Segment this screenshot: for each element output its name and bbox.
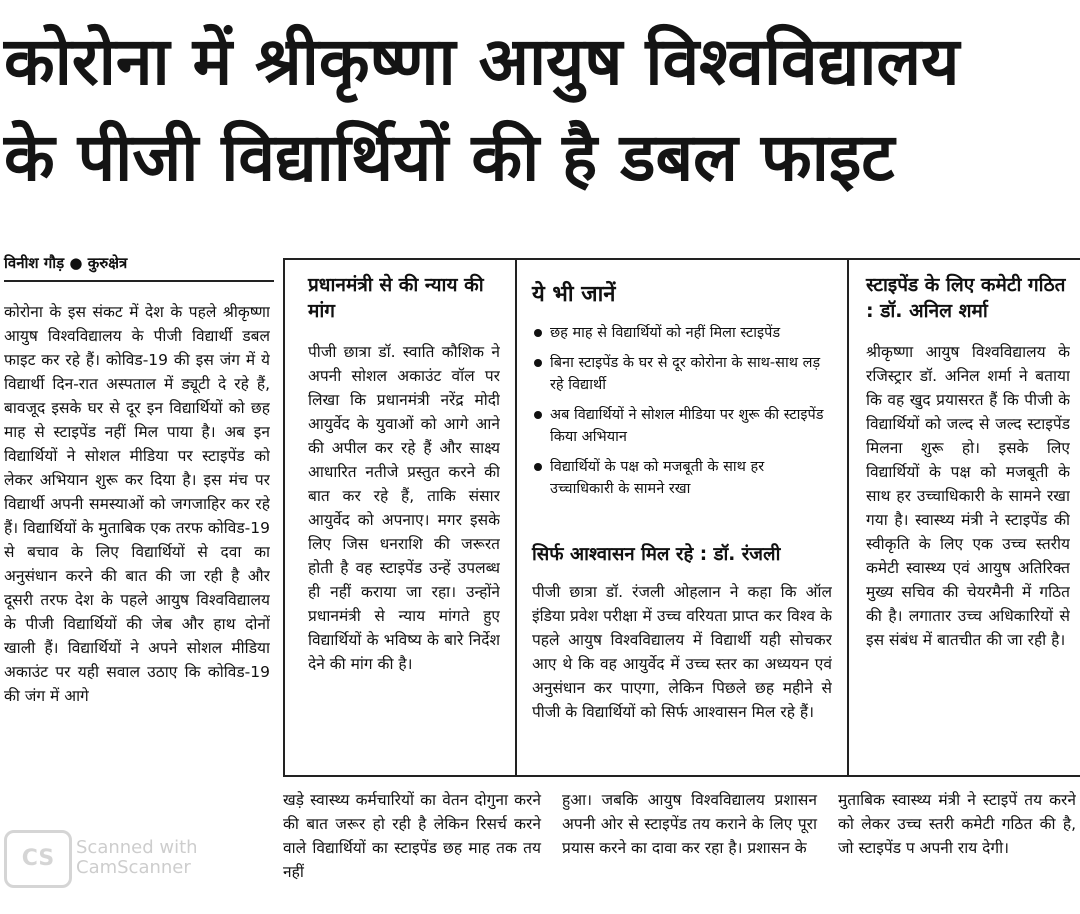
headline bbox=[4, 14, 1074, 206]
col3-subheading: सिर्फ आश्वासन मिल रहे : डॉ. रंजली bbox=[532, 544, 781, 565]
byline: विनीश गौड़ ● कुरुक्षेत्र bbox=[4, 254, 128, 272]
article-column-4 bbox=[866, 340, 1070, 770]
list-item: अब विद्यार्थियों ने सोशल मीडिया पर शुरू की स्टाइपेंड किया अभियान bbox=[532, 404, 832, 448]
box-bottom-rule bbox=[283, 775, 1080, 777]
box-top-rule bbox=[283, 258, 1080, 260]
article-column-3 bbox=[532, 580, 832, 770]
bottom-column-1: खड़े स्वास्थ्य कर्मचारियों का वेतन दोगुना करने की बात जरूर हो रही है लेकिन रिसर्च करने वाले विद्यार्थियों का स्टाइपेंड छह माह तक तय नहीं bbox=[283, 791, 541, 881]
byline-rule bbox=[4, 280, 274, 282]
headline-line-2: के पीजी विद्यार्थियों की है डबल फाइट bbox=[4, 119, 895, 196]
column-divider-3 bbox=[847, 258, 849, 777]
box-left-rule bbox=[283, 258, 285, 777]
article-body-text: कोरोना के इस संकट में देश के पहले श्रीकृष्णा आयुष विश्वविद्यालय के पीजी विद्यार्थी डबल फाइट कर रहे हैं। कोविड-19 की इस जंग में ये विद्यार्थी दिन-रात अस्पताल में ड्यूटी दे रहे हैं, बावजूद इसके घर से दूर इन विद्यार्थियों को छह माह से स्टाइपेंड नहीं मिल पाया है। अब इन विद्यार्थियों ने सोशल मीडिया पर स्टाइपेंड को लेकर अभियान शुरू कर दिया है। इस मंच पर विद्यार्थी अपनी समस्याओं को जगजाहिर कर रहे हैं। विद्यार्थियों के मुताबिक एक तरफ कोविड-19 से बचाव के लिए विद्यार्थियों से दवा का अनुसंधान करने की बात की जा रही है और दूसरी तरफ देश के पहले आयुष विश्वविद्यालय के पीजी विद्यार्थियों की जेब और हाथ दोनों खाली हैं। विद्यार्थियों ने अपने सोशल मीडिया अकाउंट पर यही सवाल उठाए कि कोविड-19 की जंग में आगे bbox=[4, 303, 270, 705]
list-item: छह माह से विद्यार्थियों को नहीं मिला स्टाइपेंड bbox=[532, 322, 832, 344]
camscanner-watermark bbox=[4, 828, 304, 884]
col4-heading: स्टाइपेंड के लिए कमेटी गठित : डॉ. अनिल शर्मा bbox=[866, 274, 1066, 322]
col3-heading: ये भी जानें bbox=[532, 282, 616, 307]
list-item: विद्यार्थियों के पक्ष को मजबूती के साथ हर उच्चाधिकारी के सामने रखा bbox=[532, 456, 832, 500]
bottom-column-2: हुआ। जबकि आयुष विश्वविद्यालय प्रशासन अपनी ओर से स्टाइपेंड तय कराने के लिए पूरा प्रयास करने का दावा कर रहा है। प्रशासन के bbox=[562, 791, 817, 857]
bottom-column-3: मुताबिक स्वास्थ्य मंत्री ने स्टाइपें तय करने को लेकर उच्च स्तरी कमेटी गठित की है, जो स्टाइपेंड प अपनी राय देगी। bbox=[838, 791, 1076, 857]
col3-body-text: पीजी छात्रा डॉ. रंजली ओहलान ने कहा कि ऑल इंडिया प्रवेश परीक्षा में उच्च वरियता प्राप्त कर विश्व के पहले आयुष विश्वविद्यालय में विद्यार्थी यही सोचकर आए थे कि वह आयुर्वेद में उच्च स्तर का अध्ययन एवं अनुसंधान कर पाएगा, लेकिन पिछले छह महीने से पीजी के विद्यार्थियों को सिर्फ आश्वासन मिल रहे हैं। bbox=[532, 583, 832, 721]
col2-heading: प्रधानमंत्री से की न्याय की मांग bbox=[308, 274, 484, 322]
list-item: बिना स्टाइपेंड के घर से दूर कोरोना के साथ-साथ लड़ रहे विद्यार्थी bbox=[532, 352, 832, 396]
column-divider-2 bbox=[515, 258, 517, 777]
headline-line-1: कोरोना में श्रीकृष्णा आयुष विश्वविद्यालय bbox=[4, 23, 960, 100]
col4-body-text: श्रीकृष्णा आयुष विश्वविद्यालय के रजिस्ट्रार डॉ. अनिल शर्मा ने बताया कि वह खुद प्रयासरत हैं कि पीजी के विद्यार्थियों को जल्द से जल्द स्टाइपेंड मिलना शुरू हो। इसके लिए विद्यार्थियों के पक्ष को मजबूती के साथ हर उच्चाधिकारी के सामने रखा गया है। स्वास्थ्य मंत्री ने स्टाइपेंड की स्वीकृति के लिए एक उच्च स्तरीय कमेटी स्वास्थ्य एवं आयुष अतिरिक्त मुख्य सचिव की चेयरमैनी में गठित की है। लगातार उच्च अधिकारियों से इस संबंध में बातचीत की जा रही है। bbox=[866, 343, 1070, 649]
article-column-2 bbox=[308, 340, 500, 770]
watermark-text: Scanned with CamScanner bbox=[76, 837, 198, 878]
article-column-1 bbox=[4, 300, 270, 778]
col2-body-text: पीजी छात्रा डॉ. स्वाति कौशिक ने अपनी सोशल अकाउंट वॉल पर लिखा कि प्रधानमंत्री नरेंद्र मोदी आयुर्वेद के युवाओं को आगे आने की अपील कर रहे हैं और साक्ष्य आधारित नतीजे प्रस्तुत करने की बात कर रहे हैं, ताकि संसार आयुर्वेद को अपनाए। मगर इसके लिए जिस धनराशि की जरूरत होती है वह स्टाइपेंड उन्हें उपलब्ध ही नहीं कराया जा रहा। उन्होंने प्रधानमंत्री से न्याय मांगते हुए विद्यार्थियों के भविष्य के बारे निर्देश देने की मांग की है। bbox=[308, 343, 500, 673]
facts-list bbox=[532, 322, 832, 508]
camscanner-logo-icon: CS bbox=[4, 830, 72, 888]
